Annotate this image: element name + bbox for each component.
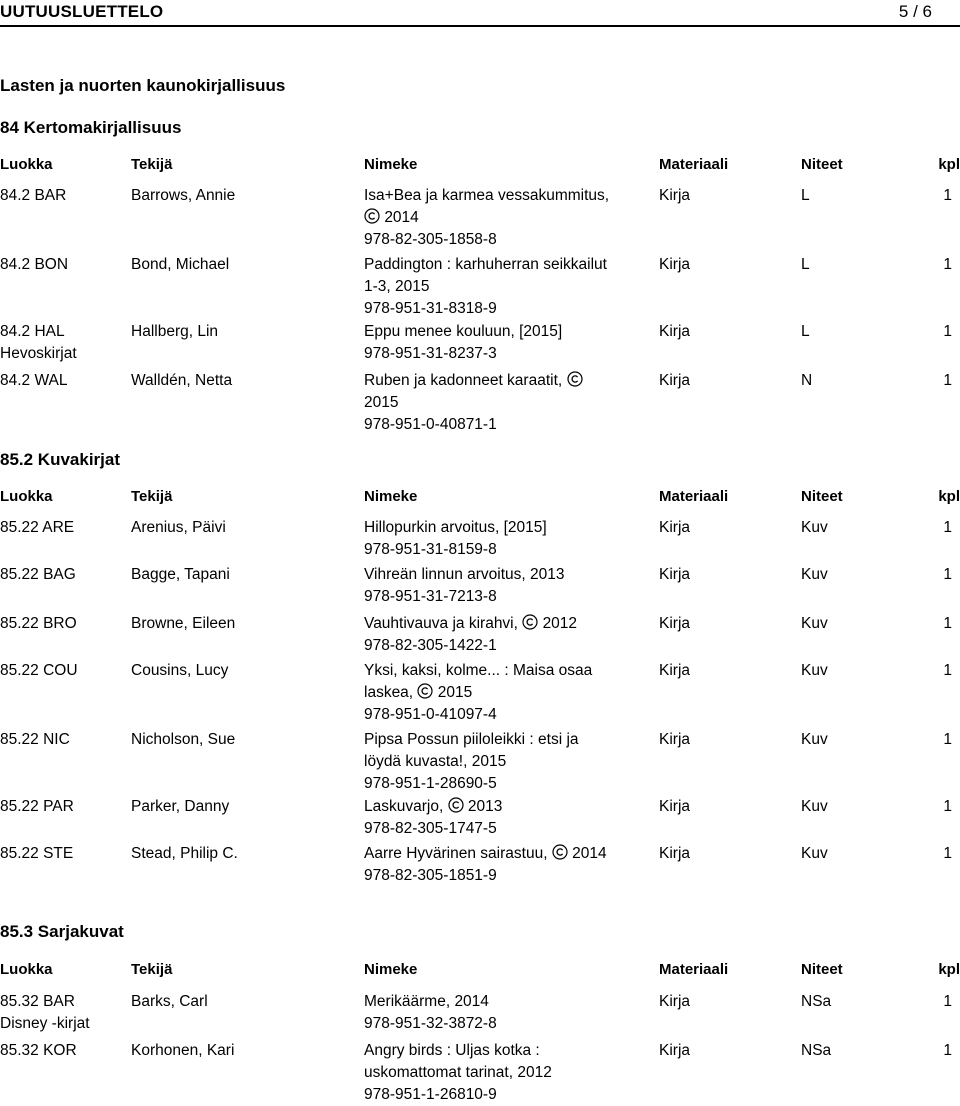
section-heading: 85.2 Kuvakirjat [0, 450, 121, 469]
material-cell: Kirja [659, 731, 691, 748]
copies-label-cell: Kuv [801, 731, 828, 748]
author-cell: Browne, Eileen [131, 615, 236, 632]
header-divider [0, 25, 960, 27]
isbn: 978-951-1-26810-9 [364, 1086, 497, 1103]
main-section-heading: Lasten ja nuorten kaunokirjallisuus [0, 76, 286, 95]
author-cell: Barks, Carl [131, 993, 208, 1010]
count-cell: 1 [943, 798, 952, 815]
copies-label-cell: NSa [801, 1042, 832, 1059]
column-header-luokka: Luokka [0, 961, 53, 978]
author-cell: Barrows, Annie [131, 187, 236, 204]
author-cell: Parker, Danny [131, 798, 230, 815]
copies-label-cell: Kuv [801, 662, 828, 679]
isbn: 978-82-305-1851-9 [364, 867, 497, 884]
count-cell: 1 [943, 566, 952, 583]
isbn: 978-82-305-1747-5 [364, 820, 497, 837]
material-cell: Kirja [659, 798, 691, 815]
luokka-cell [0, 991, 90, 1035]
author-cell: Walldén, Netta [131, 372, 233, 389]
isbn: 978-951-31-7213-8 [364, 588, 497, 605]
isbn: 978-82-305-1422-1 [364, 637, 497, 654]
title-cell [364, 321, 614, 365]
class-code: 85.32 KOR [0, 1042, 77, 1059]
author-cell: Bagge, Tapani [131, 566, 230, 583]
class-code: 84.2 BAR [0, 187, 67, 204]
title-text: Hillopurkin arvoitus, [364, 519, 504, 536]
column-header-kpl: kpl [938, 156, 960, 173]
author-cell: Cousins, Lucy [131, 662, 229, 679]
title-text: Ruben ja kadonneet karaatit, [364, 372, 567, 389]
publication-year: [2015] [503, 519, 547, 536]
copies-label-cell: Kuv [801, 566, 828, 583]
title-text: Eppu menee kouluun, [364, 323, 520, 340]
title-cell [364, 796, 614, 840]
count-cell: 1 [943, 256, 952, 273]
copies-label-cell: L [801, 256, 810, 273]
material-cell: Kirja [659, 845, 691, 862]
luokka-cell [0, 185, 66, 207]
title-cell [364, 517, 614, 561]
copies-label-cell: N [801, 372, 813, 389]
page-number: 5 / 6 [898, 2, 932, 21]
column-header-tekija: Tekijä [131, 488, 173, 505]
copyright-icon [448, 797, 464, 813]
material-cell: Kirja [659, 187, 691, 204]
publication-year: 2015 [471, 753, 507, 770]
material-cell: Kirja [659, 662, 691, 679]
title-text: Paddington : karhuherran seikkailut 1-3, [364, 256, 607, 295]
copyright-icon [522, 614, 538, 630]
publication-year: 2014 [454, 993, 489, 1010]
title-cell [364, 185, 614, 251]
count-cell: 1 [943, 519, 952, 536]
isbn: 978-82-305-1858-8 [364, 231, 497, 248]
document-title: UUTUUSLUETTELO [0, 2, 164, 21]
section-heading: 84 Kertomakirjallisuus [0, 118, 182, 137]
isbn: 978-951-0-41097-4 [364, 706, 497, 723]
count-cell: 1 [943, 845, 952, 862]
material-cell: Kirja [659, 566, 691, 583]
title-text: Aarre Hyvärinen sairastuu, [364, 845, 552, 862]
count-cell: 1 [943, 615, 952, 632]
luokka-cell [0, 254, 68, 276]
column-header-nimeke: Nimeke [364, 488, 418, 505]
isbn: 978-951-31-8237-3 [364, 345, 497, 362]
author-cell: Arenius, Päivi [131, 519, 226, 536]
title-cell [364, 660, 614, 726]
title-text: Yksi, kaksi, kolme... : Maisa osaa laskea, [364, 662, 593, 701]
column-header-niteet: Niteet [801, 156, 843, 173]
title-cell [364, 370, 614, 436]
class-code: 84.2 HAL [0, 323, 65, 340]
class-code: 85.32 BAR [0, 993, 75, 1010]
count-cell: 1 [943, 731, 952, 748]
column-header-kpl: kpl [938, 961, 960, 978]
title-cell [364, 564, 614, 608]
class-code: 84.2 WAL [0, 372, 68, 389]
series-label: Hevoskirjat [0, 345, 77, 362]
table-header [0, 961, 960, 981]
publication-year: 2015 [437, 684, 473, 701]
column-header-nimeke: Nimeke [364, 961, 418, 978]
publication-year: 2013 [530, 566, 565, 583]
luokka-cell [0, 796, 74, 818]
copies-label-cell: Kuv [801, 798, 828, 815]
column-header-materiaali: Materiaali [659, 961, 729, 978]
table-header [0, 156, 960, 176]
publication-year: 2012 [517, 1064, 552, 1081]
publication-year: 2015 [395, 278, 430, 295]
luokka-cell [0, 321, 77, 365]
publication-year: 2012 [542, 615, 578, 632]
count-cell: 1 [943, 662, 952, 679]
class-code: 85.22 COU [0, 662, 78, 679]
material-cell: Kirja [659, 615, 691, 632]
title-cell [364, 729, 614, 795]
count-cell: 1 [943, 372, 952, 389]
luokka-cell [0, 564, 76, 586]
title-text: Merikäärme, [364, 993, 455, 1010]
author-cell: Bond, Michael [131, 256, 230, 273]
material-cell: Kirja [659, 323, 691, 340]
copyright-icon [552, 844, 568, 860]
copies-label-cell: Kuv [801, 615, 828, 632]
class-code: 85.22 PAR [0, 798, 74, 815]
material-cell: Kirja [659, 256, 691, 273]
luokka-cell [0, 843, 73, 865]
count-cell: 1 [943, 993, 952, 1010]
publication-year: 2014 [384, 209, 419, 226]
table-header [0, 488, 960, 508]
class-code: 85.22 NIC [0, 731, 70, 748]
luokka-cell [0, 370, 68, 392]
column-header-tekija: Tekijä [131, 961, 173, 978]
section-heading: 85.3 Sarjakuvat [0, 922, 124, 941]
isbn: 978-951-1-28690-5 [364, 775, 497, 792]
author-cell: Korhonen, Kari [131, 1042, 235, 1059]
title-cell [364, 254, 614, 320]
column-header-tekija: Tekijä [131, 156, 173, 173]
copyright-icon [364, 208, 380, 224]
copies-label-cell: Kuv [801, 845, 828, 862]
luokka-cell [0, 729, 70, 751]
material-cell: Kirja [659, 993, 691, 1010]
title-text: Vauhtivauva ja kirahvi, [364, 615, 523, 632]
count-cell: 1 [943, 323, 952, 340]
copies-label-cell: NSa [801, 993, 832, 1010]
isbn: 978-951-32-3872-8 [364, 1015, 497, 1032]
copies-label-cell: Kuv [801, 519, 828, 536]
author-cell: Hallberg, Lin [131, 323, 219, 340]
title-cell [364, 613, 614, 657]
column-header-nimeke: Nimeke [364, 156, 418, 173]
series-label: Disney -kirjat [0, 1015, 90, 1032]
column-header-materiaali: Materiaali [659, 156, 729, 173]
author-cell: Stead, Philip C. [131, 845, 238, 862]
title-text: Isa+Bea ja karmea vessakummitus, [364, 187, 610, 204]
publication-year: [2015] [519, 323, 563, 340]
isbn: 978-951-31-8318-9 [364, 300, 497, 317]
column-header-kpl: kpl [938, 488, 960, 505]
material-cell: Kirja [659, 372, 691, 389]
copyright-icon [567, 371, 583, 387]
material-cell: Kirja [659, 519, 691, 536]
title-text: Pipsa Possun piiloleikki : etsi ja löydä kuvasta!, [364, 731, 579, 770]
author-cell: Nicholson, Sue [131, 731, 236, 748]
isbn: 978-951-31-8159-8 [364, 541, 497, 558]
class-code: 85.22 BRO [0, 615, 77, 632]
column-header-materiaali: Materiaali [659, 488, 729, 505]
luokka-cell [0, 1040, 77, 1062]
class-code: 85.22 ARE [0, 519, 75, 536]
title-cell [364, 843, 614, 887]
column-header-luokka: Luokka [0, 156, 53, 173]
copies-label-cell: L [801, 323, 810, 340]
column-header-niteet: Niteet [801, 488, 843, 505]
publication-year: 2014 [572, 845, 607, 862]
class-code: 85.22 STE [0, 845, 74, 862]
count-cell: 1 [943, 187, 952, 204]
copyright-icon [417, 683, 433, 699]
publication-year: 2015 [364, 394, 399, 411]
class-code: 84.2 BON [0, 256, 69, 273]
column-header-luokka: Luokka [0, 488, 53, 505]
column-header-niteet: Niteet [801, 961, 843, 978]
title-text: Angry birds : Uljas kotka : uskomattomat tarinat, [364, 1042, 540, 1081]
title-cell [364, 991, 614, 1035]
luokka-cell [0, 517, 74, 539]
publication-year: 2013 [467, 798, 503, 815]
title-text: Laskuvarjo, [364, 798, 448, 815]
isbn: 978-951-0-40871-1 [364, 416, 497, 433]
copies-label-cell: L [801, 187, 810, 204]
count-cell: 1 [943, 1042, 952, 1059]
luokka-cell [0, 613, 77, 635]
title-cell [364, 1040, 614, 1106]
material-cell: Kirja [659, 1042, 691, 1059]
luokka-cell [0, 660, 78, 682]
class-code: 85.22 BAG [0, 566, 76, 583]
title-text: Vihreän linnun arvoitus, [364, 566, 531, 583]
